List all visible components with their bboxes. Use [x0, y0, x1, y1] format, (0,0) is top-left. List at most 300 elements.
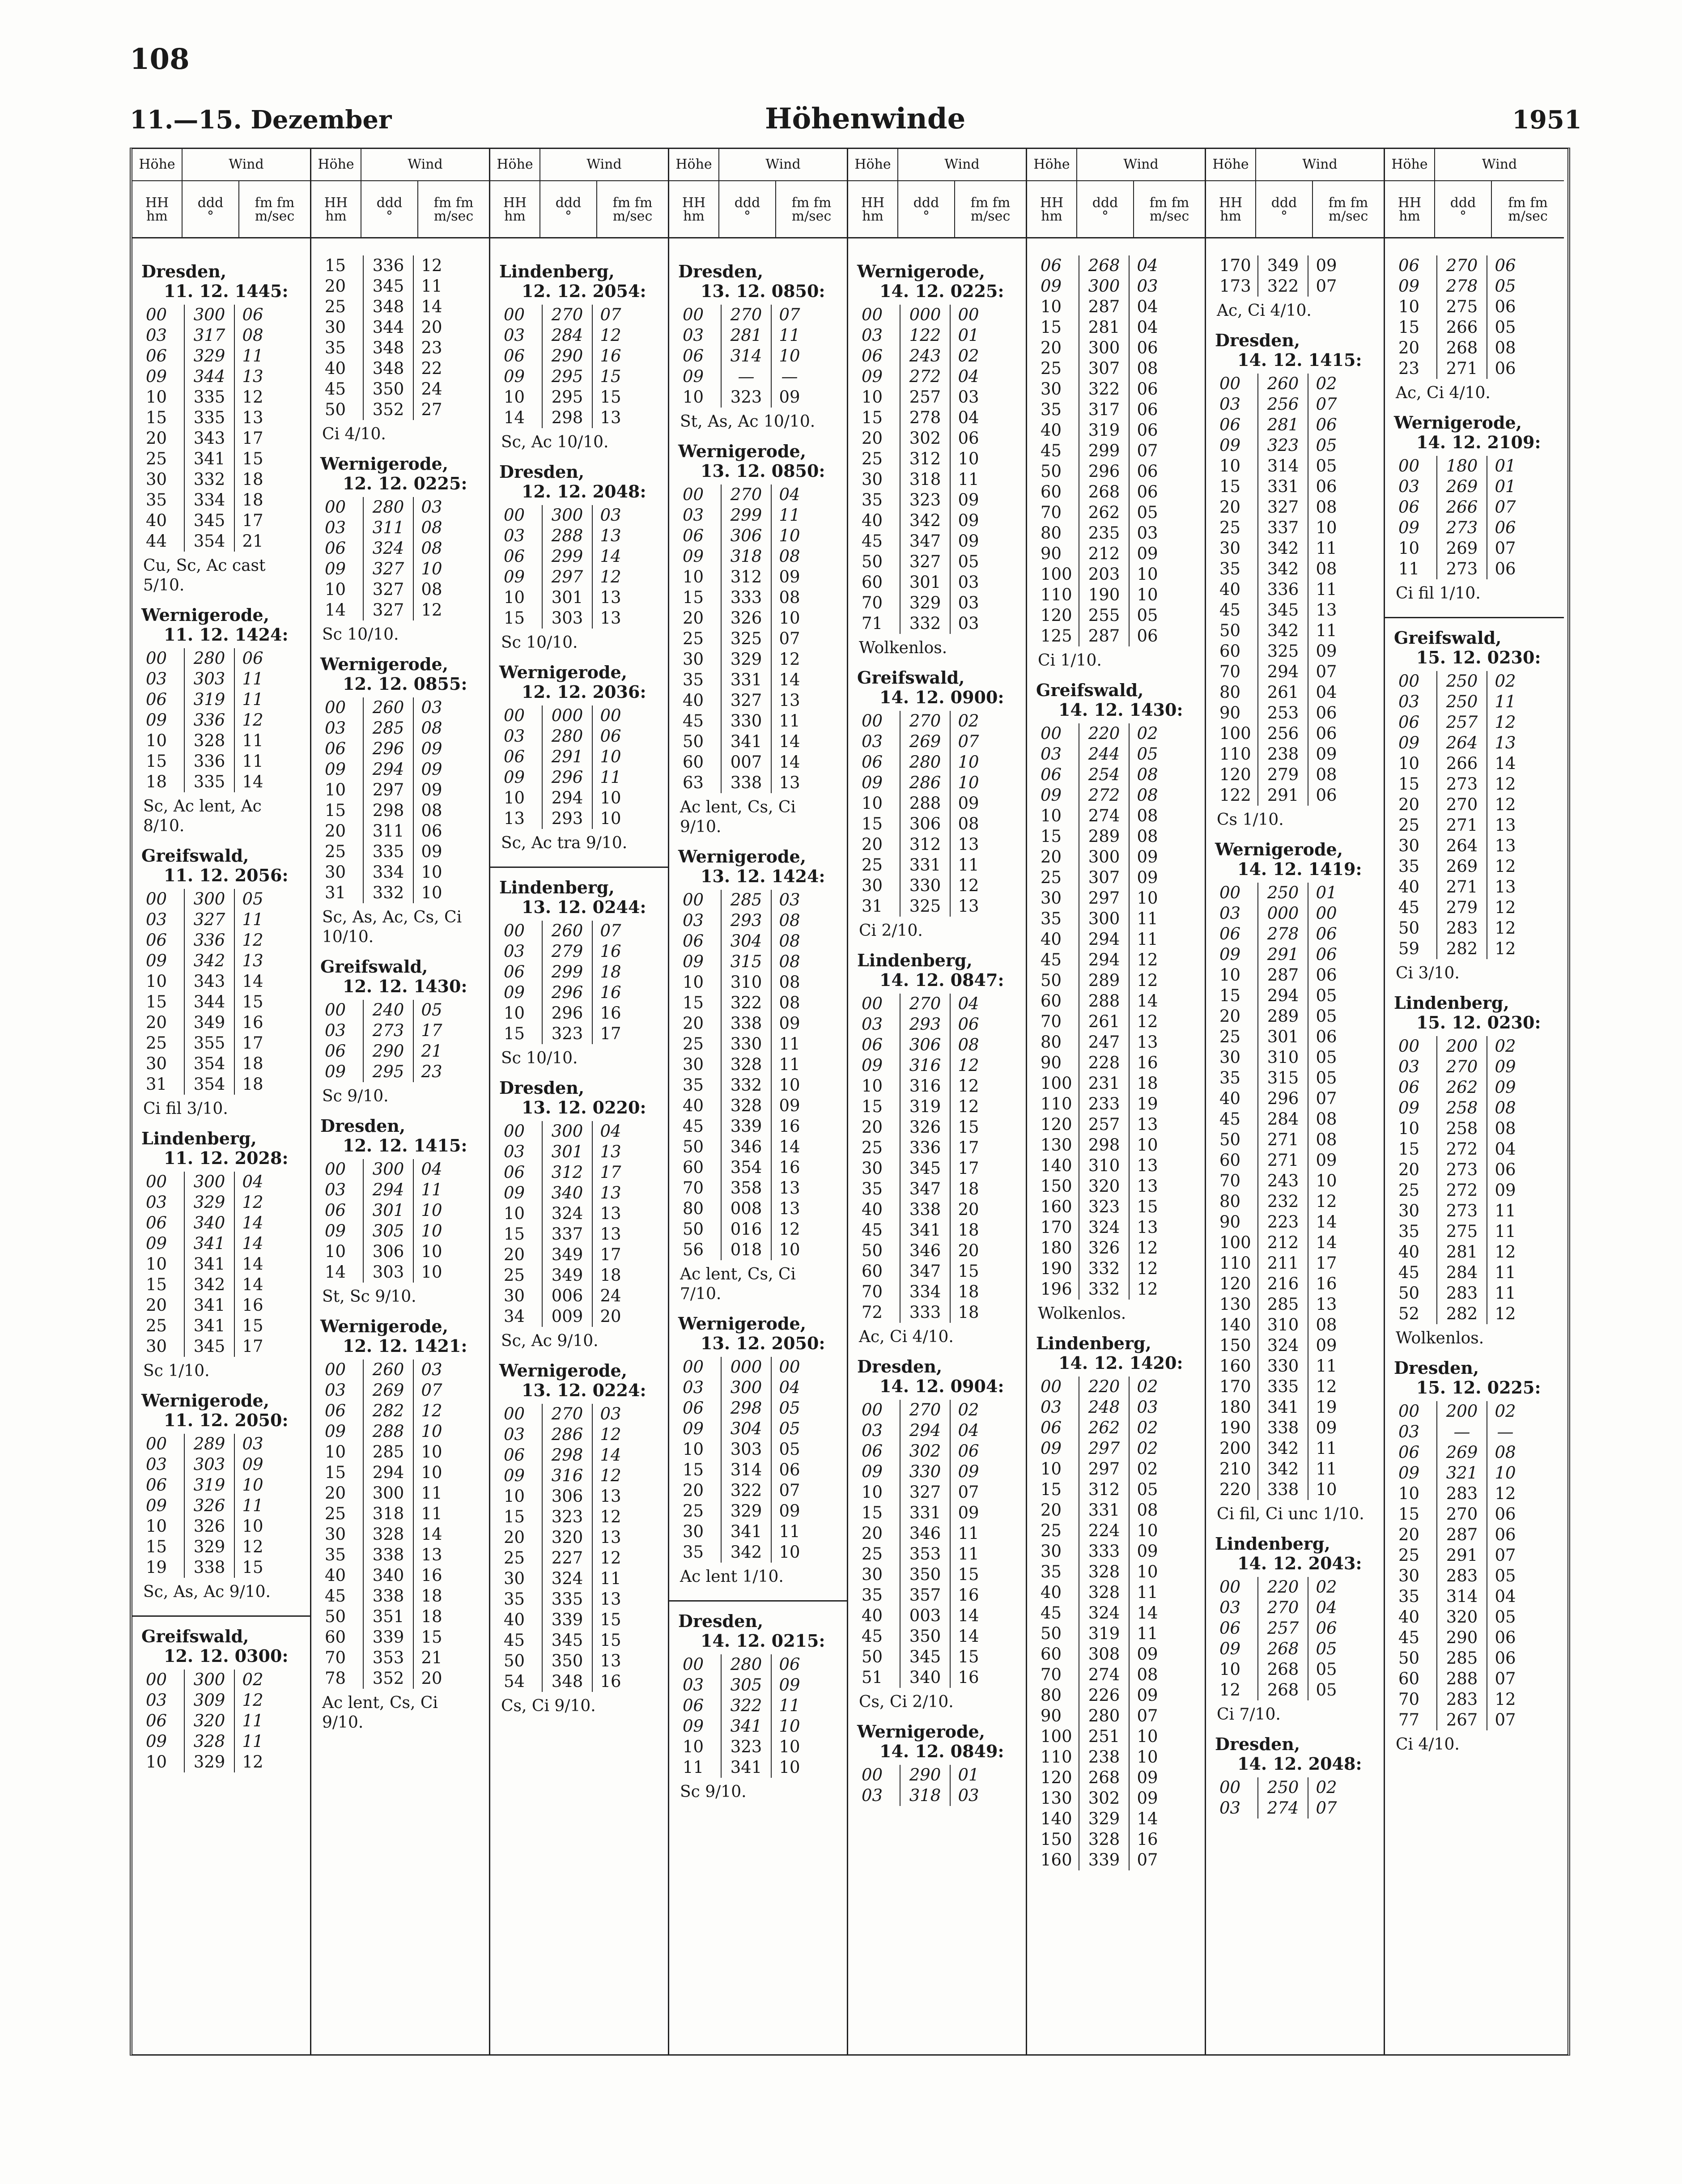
direction-cell: 291: [543, 747, 593, 767]
height-cell: 30: [141, 1054, 185, 1074]
height-cell: 09: [499, 982, 543, 1003]
table-row: [678, 1542, 840, 1563]
direction-cell: 300: [185, 889, 235, 909]
height-cell: 09: [499, 366, 543, 387]
speed-cell: 05: [1316, 1660, 1337, 1679]
speed-cell: 01: [1495, 477, 1516, 496]
table-row: [320, 1442, 482, 1462]
height-cell: 100: [1215, 1232, 1258, 1253]
speed-cell: 13: [600, 526, 621, 545]
speed-cell: 09: [1137, 1789, 1158, 1808]
table-row: [678, 1357, 840, 1377]
table-row: [320, 780, 482, 800]
speed-cell: 06: [1316, 965, 1337, 985]
direction-cell: 304: [722, 931, 772, 952]
height-cell: 31: [320, 883, 364, 903]
station-heading: [678, 847, 840, 886]
observation-rows: [320, 497, 482, 620]
table-row: [141, 469, 303, 490]
table-row: [1215, 1618, 1376, 1639]
table-row: [320, 379, 482, 399]
table-row: [1036, 1809, 1198, 1829]
height-cell: 03: [1036, 744, 1079, 765]
height-cell: 180: [1036, 1238, 1079, 1258]
station-heading: [141, 1129, 303, 1168]
height-cell: 15: [1394, 1139, 1437, 1160]
height-cell: 110: [1036, 1094, 1079, 1114]
speed-cell: 10: [421, 883, 442, 902]
table-row: [320, 1041, 482, 1062]
cloud-remark: Ci 4/10.: [1396, 1735, 1460, 1754]
observation-rows: [320, 1159, 482, 1283]
station-name: Wernigerode,: [678, 441, 806, 461]
table-row: [857, 1544, 1019, 1564]
table-row: [857, 1302, 1019, 1323]
station-heading: [857, 1722, 1019, 1761]
table-row: [678, 546, 840, 567]
speed-cell: 20: [421, 1669, 442, 1688]
table-row: [141, 992, 303, 1012]
height-cell: 10: [1394, 1483, 1437, 1504]
height-cell: 60: [857, 1261, 900, 1282]
height-cell: 40: [678, 1096, 722, 1116]
height-cell: 25: [499, 1548, 543, 1568]
station-time: 14. 12. 2048:: [1237, 1754, 1362, 1774]
height-cell: 60: [1215, 1150, 1258, 1171]
direction-cell: 314: [722, 1460, 772, 1480]
table-row: [141, 1316, 303, 1336]
direction-cell: 351: [364, 1606, 414, 1627]
table-row: [857, 1220, 1019, 1241]
table-row: [499, 1003, 661, 1024]
speed-cell: 19: [1137, 1094, 1158, 1113]
speed-cell: 10: [779, 1240, 800, 1259]
direction-cell: 220: [1079, 1377, 1130, 1397]
speed-cell: 16: [779, 1117, 800, 1136]
height-cell: 25: [1394, 1545, 1437, 1566]
height-cell: 35: [1394, 1221, 1437, 1242]
header-fmfm-label: fm fm: [791, 195, 832, 211]
direction-cell: 327: [1258, 497, 1308, 518]
height-cell: 03: [1394, 476, 1437, 497]
speed-cell: 06: [1137, 338, 1158, 357]
table-row: [1215, 1397, 1376, 1418]
cloud-remark: Wolkenlos.: [859, 639, 947, 657]
direction-cell: 280: [900, 752, 951, 773]
table-row: [141, 1752, 303, 1772]
direction-cell: 327: [900, 552, 951, 572]
speed-cell: 10: [779, 1542, 800, 1562]
speed-cell: 23: [421, 1062, 442, 1081]
speed-cell: 06: [1495, 256, 1516, 275]
table-row: [1036, 379, 1198, 399]
direction-cell: 269: [1437, 538, 1487, 559]
direction-cell: 285: [722, 890, 772, 910]
height-cell: 30: [320, 1524, 364, 1545]
direction-cell: 300: [1079, 909, 1130, 929]
height-cell: 35: [857, 1179, 900, 1199]
table-row: [857, 1585, 1019, 1606]
height-cell: 78: [320, 1668, 364, 1689]
header-row-units: [669, 181, 847, 238]
speed-cell: 04: [1316, 683, 1337, 702]
table-row: [1036, 1685, 1198, 1706]
table-row: [499, 1610, 661, 1630]
speed-cell: 06: [1316, 724, 1337, 743]
direction-cell: 342: [1258, 1438, 1308, 1459]
speed-cell: 03: [1137, 1398, 1158, 1417]
height-cell: 10: [141, 387, 185, 408]
table-column: [669, 149, 848, 2054]
speed-cell: 11: [779, 1522, 800, 1541]
speed-cell: 12: [1137, 1259, 1158, 1278]
table-row: [320, 600, 482, 620]
table-row: [857, 1626, 1019, 1647]
speed-cell: 16: [1316, 1274, 1337, 1293]
table-row: [1394, 692, 1557, 712]
height-cell: 06: [1394, 1077, 1437, 1098]
station-heading: [499, 1361, 661, 1400]
header-hoehe: Höhe: [132, 149, 183, 180]
height-cell: 06: [1394, 255, 1437, 276]
speed-cell: 06: [958, 429, 979, 448]
table-row: [1036, 441, 1198, 461]
height-cell: 70: [320, 1648, 364, 1668]
table-row: [857, 814, 1019, 834]
column-body: [1206, 238, 1384, 1819]
speed-cell: 13: [779, 1199, 800, 1218]
header-hh: [669, 181, 719, 238]
height-cell: 63: [678, 773, 722, 793]
table-row: [141, 1336, 303, 1357]
direction-cell: —: [1437, 1422, 1487, 1442]
height-cell: 06: [141, 930, 185, 951]
direction-cell: 223: [1258, 1212, 1308, 1232]
height-cell: 40: [857, 1199, 900, 1220]
height-cell: 30: [320, 862, 364, 883]
header-ddd-label: ddd: [376, 195, 403, 211]
direction-cell: 291: [1437, 1545, 1487, 1566]
height-cell: 09: [857, 773, 900, 793]
header-deg-unit: °: [744, 208, 751, 224]
speed-cell: 18: [958, 1303, 979, 1322]
speed-cell: 02: [1316, 1577, 1337, 1597]
direction-cell: 281: [1437, 1242, 1487, 1262]
speed-cell: 03: [421, 1360, 442, 1379]
direction-cell: 288: [900, 793, 951, 814]
height-cell: 18: [141, 772, 185, 792]
table-row: [499, 1224, 661, 1245]
height-cell: 20: [1036, 847, 1079, 867]
direction-cell: 318: [364, 1504, 414, 1524]
speed-cell: 08: [779, 547, 800, 566]
station-heading: [1215, 331, 1376, 370]
speed-cell: 09: [958, 1462, 979, 1481]
height-cell: 130: [1215, 1294, 1258, 1315]
table-row: [1036, 482, 1198, 502]
height-cell: 09: [141, 366, 185, 387]
table-row: [1036, 626, 1198, 646]
table-row: [1394, 1586, 1557, 1607]
height-cell: 06: [857, 1441, 900, 1462]
table-row: [857, 1647, 1019, 1667]
direction-cell: 323: [1258, 435, 1308, 456]
speed-cell: 15: [421, 1627, 442, 1647]
table-row: [141, 689, 303, 710]
cloud-remark: Sc, As, Ac 9/10.: [143, 1583, 271, 1601]
speed-cell: 12: [1495, 774, 1516, 794]
direction-cell: 257: [1437, 712, 1487, 733]
height-cell: 30: [1036, 888, 1079, 909]
direction-cell: 300: [543, 1121, 593, 1142]
table-row: [1394, 1139, 1557, 1160]
speed-cell: 16: [242, 1013, 263, 1032]
speed-cell: 05: [1316, 436, 1337, 455]
direction-cell: 329: [900, 593, 951, 613]
speed-cell: 00: [600, 706, 621, 725]
speed-cell: 10: [779, 608, 800, 628]
station-heading: [1394, 1358, 1557, 1398]
table-row: [1215, 1191, 1376, 1212]
observation-rows: [141, 1434, 303, 1578]
direction-cell: 298: [364, 800, 414, 821]
height-cell: 03: [1215, 394, 1258, 415]
height-cell: 00: [678, 1654, 722, 1675]
speed-cell: 06: [958, 1015, 979, 1034]
direction-cell: 322: [722, 1695, 772, 1716]
height-cell: 100: [1036, 1073, 1079, 1094]
direction-cell: 280: [185, 648, 235, 669]
speed-cell: 05: [1495, 1566, 1516, 1585]
height-cell: 30: [1036, 1541, 1079, 1562]
direction-cell: 332: [185, 469, 235, 490]
speed-cell: 10: [779, 1075, 800, 1095]
height-cell: 45: [1215, 1109, 1258, 1130]
table-row: [678, 484, 840, 505]
observation-rows: [857, 1400, 1019, 1688]
height-cell: 03: [320, 718, 364, 739]
table-row: [141, 731, 303, 751]
speed-cell: 08: [779, 952, 800, 971]
height-cell: 10: [141, 1254, 185, 1275]
speed-cell: 17: [1316, 1253, 1337, 1273]
direction-cell: 000: [722, 1357, 772, 1377]
table-row: [1036, 1438, 1198, 1459]
direction-cell: 339: [364, 1627, 414, 1648]
table-row: [499, 1203, 661, 1224]
direction-cell: 290: [543, 346, 593, 366]
height-cell: 03: [320, 518, 364, 538]
height-cell: 09: [678, 1419, 722, 1439]
height-cell: 80: [1215, 1191, 1258, 1212]
table-row: [1215, 1109, 1376, 1130]
height-cell: 25: [1394, 815, 1437, 836]
speed-cell: 15: [242, 1558, 263, 1577]
cloud-remark: Sc 9/10.: [680, 1783, 747, 1801]
height-cell: 03: [141, 1690, 185, 1711]
speed-cell: 08: [1495, 1098, 1516, 1117]
cloud-remark: Sc 1/10.: [143, 1362, 210, 1380]
table-row: [1394, 1566, 1557, 1586]
table-row: [678, 325, 840, 346]
table-row: [1036, 358, 1198, 379]
height-cell: 06: [1036, 1418, 1079, 1438]
table-row: [857, 1179, 1019, 1199]
height-cell: 03: [857, 325, 900, 346]
direction-cell: 333: [900, 1302, 951, 1323]
table-row: [857, 1462, 1019, 1482]
speed-cell: 05: [779, 1440, 800, 1459]
direction-cell: 302: [1079, 1788, 1130, 1809]
table-row: [1215, 1459, 1376, 1479]
table-row: [141, 751, 303, 772]
direction-cell: 338: [722, 773, 772, 793]
table-row: [1036, 317, 1198, 338]
speed-cell: 13: [1137, 1177, 1158, 1196]
height-cell: 15: [678, 587, 722, 608]
speed-cell: 09: [958, 531, 979, 551]
speed-cell: 12: [600, 1548, 621, 1568]
table-row: [141, 510, 303, 531]
speed-cell: 05: [1137, 1480, 1158, 1499]
speed-cell: 06: [1495, 359, 1516, 378]
height-cell: 30: [141, 1336, 185, 1357]
table-row: [320, 883, 482, 903]
direction-cell: 353: [900, 1544, 951, 1564]
direction-cell: 289: [1079, 970, 1130, 991]
height-cell: 03: [1394, 1057, 1437, 1077]
height-cell: 00: [141, 889, 185, 909]
direction-cell: 274: [1079, 806, 1130, 826]
direction-cell: 300: [185, 1172, 235, 1192]
direction-cell: 273: [1437, 518, 1487, 538]
table-row: [1215, 1418, 1376, 1438]
speed-cell: 10: [421, 1262, 442, 1282]
table-row: [1036, 1829, 1198, 1850]
table-row: [678, 1219, 840, 1240]
direction-cell: 307: [1079, 867, 1130, 888]
speed-cell: 10: [600, 747, 621, 766]
height-cell: 15: [141, 408, 185, 428]
height-cell: 09: [1215, 944, 1258, 965]
speed-cell: 04: [1316, 1598, 1337, 1617]
height-cell: 35: [141, 490, 185, 510]
direction-cell: 341: [1258, 1397, 1308, 1418]
height-cell: 00: [141, 1434, 185, 1454]
height-cell: 30: [320, 317, 364, 338]
direction-cell: 303: [185, 1454, 235, 1475]
direction-cell: 333: [722, 587, 772, 608]
speed-cell: 08: [421, 580, 442, 599]
speed-cell: 07: [958, 732, 979, 751]
height-cell: 70: [857, 593, 900, 613]
observation-rows: [857, 711, 1019, 917]
header-fmfm-label: fm fm: [1328, 195, 1368, 211]
height-cell: 06: [320, 538, 364, 559]
table-row: [1036, 1094, 1198, 1114]
table-row: [141, 1454, 303, 1475]
speed-cell: 07: [1316, 662, 1337, 681]
direction-cell: 330: [1258, 1356, 1308, 1377]
height-cell: 03: [499, 726, 543, 747]
table-row: [1036, 1850, 1198, 1870]
observation-rows: [499, 921, 661, 1044]
direction-cell: 336: [185, 930, 235, 951]
table-row: [499, 325, 661, 346]
table-row: [1394, 1422, 1557, 1442]
header-fmfm-label: fm fm: [612, 195, 653, 211]
table-row: [1036, 1562, 1198, 1582]
observation-rows: [499, 1404, 661, 1692]
direction-cell: 324: [543, 1203, 593, 1224]
direction-cell: 335: [185, 408, 235, 428]
speed-cell: 03: [600, 506, 621, 525]
station-name: Dresden,: [141, 261, 227, 281]
table-row: [678, 1178, 840, 1198]
direction-cell: 247: [1079, 1032, 1130, 1053]
height-cell: 00: [1036, 723, 1079, 744]
station-heading: [857, 262, 1019, 301]
direction-cell: 180: [1437, 456, 1487, 476]
direction-cell: 322: [1079, 379, 1130, 399]
height-cell: 50: [1215, 620, 1258, 641]
direction-cell: 243: [900, 346, 951, 366]
header-hh-label: HH: [503, 195, 527, 211]
observation-rows: [1215, 374, 1376, 806]
direction-cell: 349: [1258, 255, 1308, 276]
table-row: [320, 1401, 482, 1421]
header-ddd-label: ddd: [555, 195, 582, 211]
direction-cell: 352: [364, 399, 414, 420]
table-row: [1036, 909, 1198, 929]
speed-cell: 05: [1495, 276, 1516, 296]
direction-cell: 328: [722, 1096, 772, 1116]
height-cell: 06: [141, 346, 185, 366]
table-row: [1036, 338, 1198, 358]
direction-cell: 293: [543, 808, 593, 829]
direction-cell: 266: [1437, 753, 1487, 774]
direction-cell: 232: [1258, 1191, 1308, 1212]
speed-cell: 05: [1137, 503, 1158, 522]
height-cell: 15: [678, 993, 722, 1013]
table-row: [141, 930, 303, 951]
speed-cell: 06: [1137, 626, 1158, 646]
height-cell: 60: [1036, 991, 1079, 1011]
height-cell: 03: [320, 1380, 364, 1401]
speed-cell: 09: [421, 739, 442, 758]
table-row: [320, 1524, 482, 1545]
direction-cell: 345: [900, 1158, 951, 1179]
direction-cell: 122: [900, 325, 951, 346]
speed-cell: 14: [779, 670, 800, 689]
header-hoehe: Höhe: [669, 149, 719, 180]
direction-cell: 269: [364, 1380, 414, 1401]
direction-cell: 317: [185, 325, 235, 346]
height-cell: 09: [1394, 518, 1437, 538]
height-cell: 10: [499, 387, 543, 408]
table-row: [1394, 939, 1557, 959]
speed-cell: 05: [1316, 1680, 1337, 1700]
direction-cell: 298: [543, 408, 593, 428]
direction-cell: 260: [543, 921, 593, 941]
direction-cell: 329: [185, 1752, 235, 1772]
speed-cell: 13: [600, 1487, 621, 1506]
cloud-remark: Ac lent, Cs, Ci 9/10.: [680, 798, 796, 836]
speed-cell: 00: [779, 1357, 800, 1377]
direction-cell: 319: [1079, 420, 1130, 441]
speed-cell: 01: [958, 326, 979, 345]
table-row: [141, 1033, 303, 1054]
